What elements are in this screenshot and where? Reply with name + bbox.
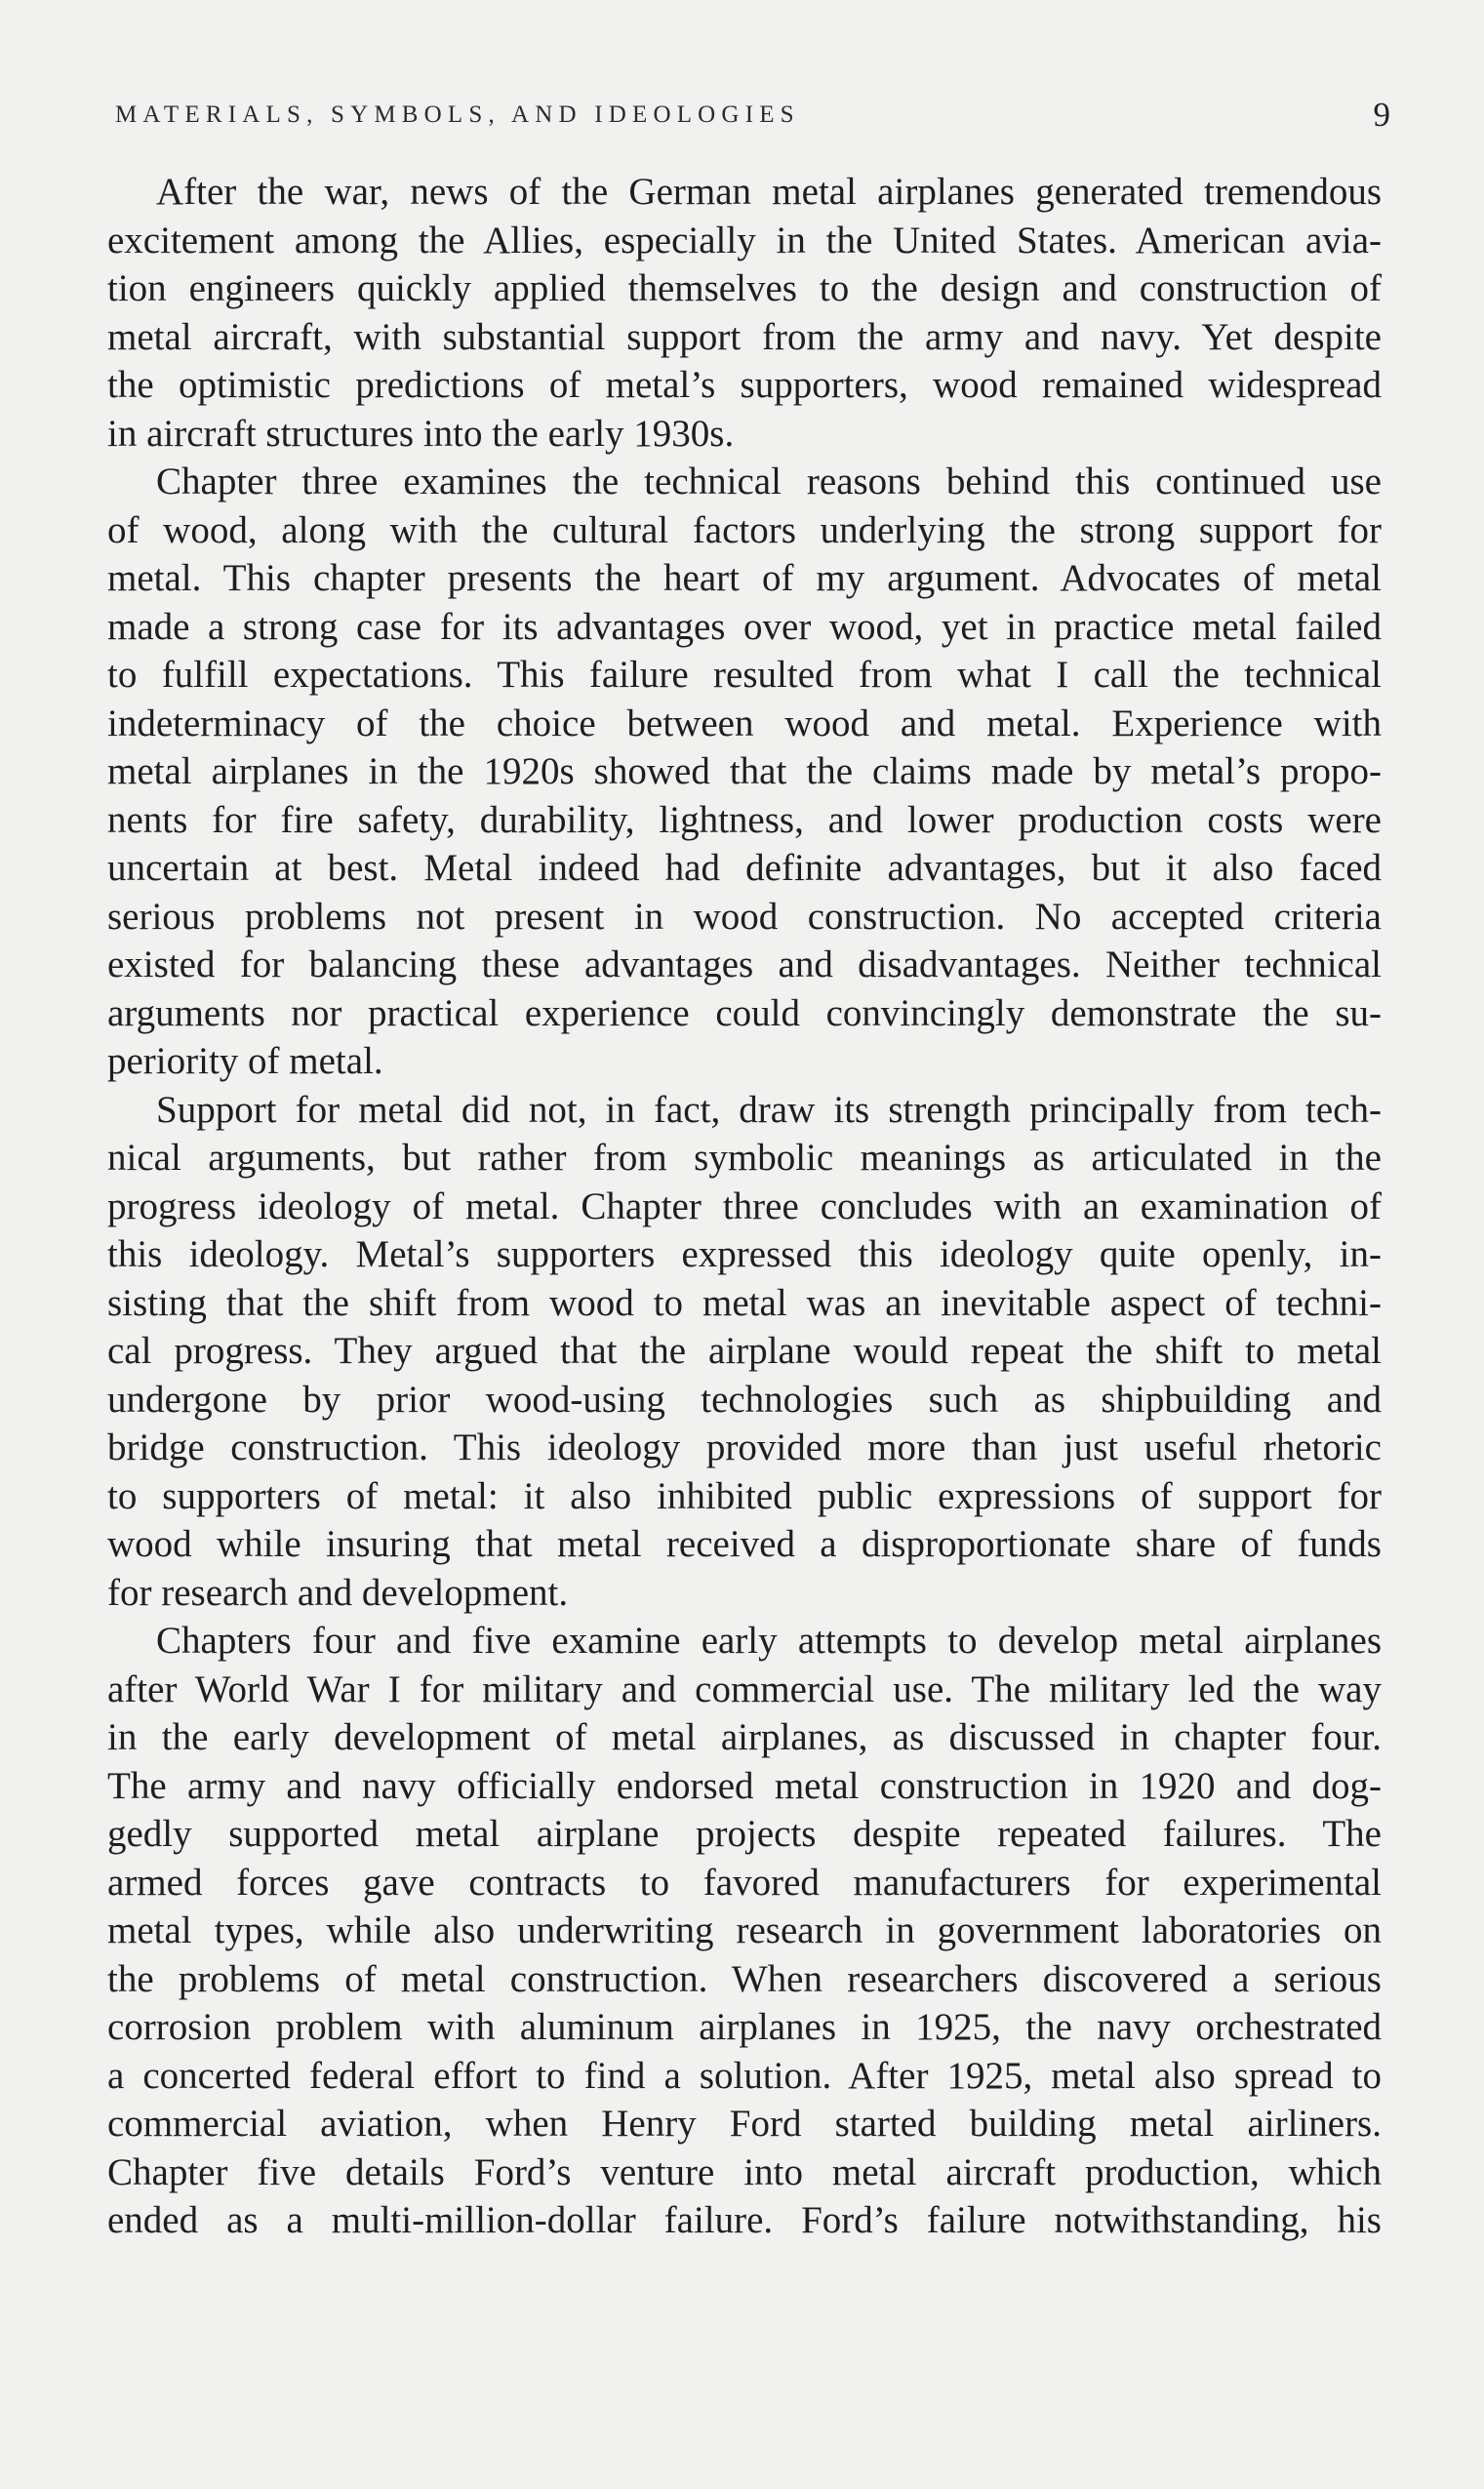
text-line: After the war, news of the German metal airplanes generated tremendous	[156, 171, 1382, 213]
body-text	[107, 168, 1382, 2245]
text-line: in aircraft structures into the early 1930s.	[107, 412, 735, 455]
text-line: in the early development of metal airplanes, as discussed in chapter four.	[107, 1716, 1382, 1758]
text-line: a concerted federal effort to find a solution. After 1925, metal also spread to	[107, 2054, 1382, 2097]
text-line: after World War I for military and commercial use. The military led the way	[107, 1667, 1382, 1710]
paragraph	[107, 458, 1382, 1086]
text-line: undergone by prior wood-using technologies such as shipbuilding and	[107, 1378, 1382, 1421]
text-line: made a strong case for its advantages over wood, yet in practice metal failed	[107, 605, 1382, 648]
text-line: nents for fire safety, durability, lightness, and lower production costs were	[107, 798, 1382, 841]
text-line: periority of metal.	[107, 1040, 383, 1082]
text-line: corrosion problem with aluminum airplanes in 1925, the navy orchestrated	[107, 2006, 1382, 2048]
text-line: Support for metal did not, in fact, draw its strength principally from tech-	[156, 1088, 1382, 1131]
text-line: sisting that the shift from wood to metal was an inevitable aspect of techni-	[107, 1281, 1382, 1324]
text-line: serious problems not present in wood construction. No accepted criteria	[107, 895, 1382, 938]
text-line: arguments nor practical experience could convincingly demonstrate the su-	[107, 991, 1382, 1034]
text-line: Chapter three examines the technical reasons behind this continued use	[156, 461, 1382, 502]
text-line: armed forces gave contracts to favored manufacturers for experimental	[107, 1861, 1382, 1904]
text-line: cal progress. They argued that the airplane would repeat the shift to metal	[107, 1330, 1382, 1372]
text-line: excitement among the Allies, especially in the United States. American avia-	[107, 219, 1382, 261]
text-line: to supporters of metal: it also inhibited public expressions of support for	[107, 1474, 1382, 1517]
paragraph	[107, 168, 1382, 458]
text-line: existed for balancing these advantages and disadvantages. Neither technical	[107, 943, 1382, 985]
text-line: metal types, while also underwriting research in government laboratories on	[107, 1909, 1382, 1951]
text-line: bridge construction. This ideology provided more than just useful rhetoric	[107, 1426, 1382, 1468]
page-number: 9	[1373, 96, 1390, 134]
text-line: of wood, along with the cultural factors underlying the strong support for	[107, 508, 1382, 551]
text-line: commercial aviation, when Henry Ford started building metal airliners.	[107, 2103, 1382, 2145]
text-line: gedly supported metal airplane projects despite repeated failures. The	[107, 1813, 1382, 1855]
text-line: wood while insuring that metal received a disproportionate share of funds	[107, 1523, 1382, 1565]
text-line: Chapter five details Ford’s venture into metal aircraft production, which	[107, 2150, 1382, 2193]
paragraph	[107, 1617, 1382, 2245]
text-line: metal airplanes in the 1920s showed that the claims made by metal’s propo-	[107, 750, 1382, 792]
text-line: The army and navy officially endorsed metal construction in 1920 and dog-	[107, 1764, 1382, 1807]
text-line: for research and development.	[107, 1571, 569, 1614]
text-line: ended as a multi-million-dollar failure. Ford’s failure notwithstanding, his	[107, 2199, 1382, 2241]
text-line: metal aircraft, with substantial support from the army and navy. Yet despite	[107, 315, 1382, 358]
text-line: indeterminacy of the choice between wood and metal. Experience with	[107, 702, 1382, 744]
paragraph	[107, 1086, 1382, 1618]
text-line: Chapters four and five examine early attempts to develop metal airplanes	[156, 1620, 1382, 1662]
text-line: this ideology. Metal’s supporters expressed this ideology quite openly, in-	[107, 1233, 1382, 1275]
text-line: to fulfill expectations. This failure resulted from what I call the technical	[107, 654, 1382, 696]
text-line: tion engineers quickly applied themselves to the design and construction of	[107, 267, 1382, 309]
running-head: MATERIALS, SYMBOLS, AND IDEOLOGIES	[115, 101, 800, 128]
text-line: nical arguments, but rather from symbolic meanings as articulated in the	[107, 1137, 1382, 1179]
text-line: metal. This chapter presents the heart of my argument. Advocates of metal	[107, 557, 1382, 599]
text-line: uncertain at best. Metal indeed had definite advantages, but it also faced	[107, 847, 1382, 889]
text-line: the problems of metal construction. When researchers discovered a serious	[107, 1957, 1382, 2000]
text-line: progress ideology of metal. Chapter three concludes with an examination of	[107, 1184, 1382, 1227]
text-line: the optimistic predictions of metal’s supporters, wood remained widespread	[107, 364, 1382, 406]
